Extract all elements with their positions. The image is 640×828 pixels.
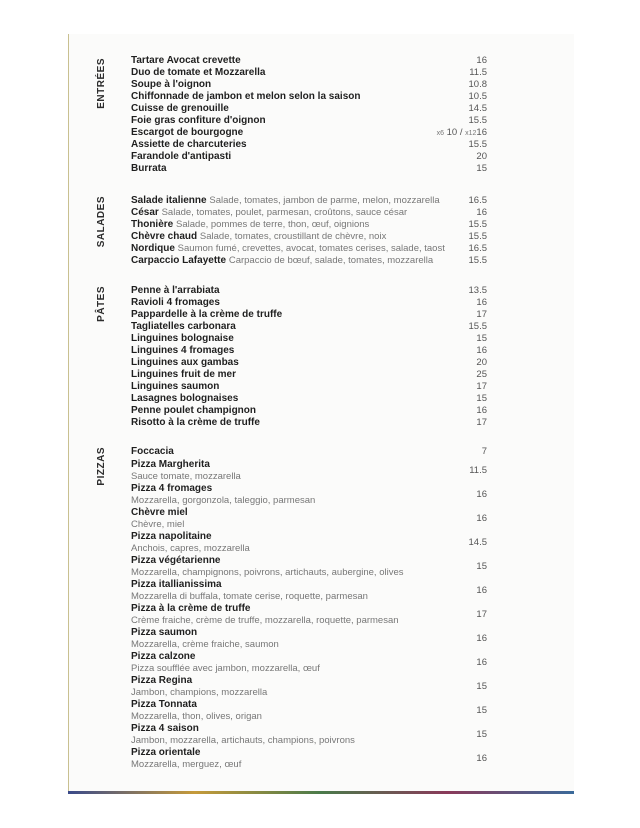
list-item — [131, 651, 487, 675]
list-item — [131, 309, 487, 321]
list-item — [131, 483, 487, 507]
category-salades: SALADES — [96, 196, 107, 248]
item-price: 17 — [476, 381, 487, 392]
list-item — [131, 195, 487, 207]
list-item — [131, 555, 487, 579]
item-price: 16 — [476, 405, 487, 416]
list-item — [131, 127, 487, 139]
item-name: Escargot de bourgogne — [131, 127, 244, 138]
item-name: Cuisse de grenouille — [131, 103, 229, 114]
list-item — [131, 446, 487, 458]
list-item — [131, 285, 487, 297]
list-item — [131, 333, 487, 345]
item-price: 17 — [476, 417, 487, 428]
item-price: 14.5 — [468, 103, 487, 114]
item-name: Foie gras confiture d'oignon — [131, 115, 266, 126]
item-name: Burrata — [131, 163, 167, 174]
list-item — [131, 405, 487, 417]
decorative-border — [68, 791, 574, 794]
list-item — [131, 91, 487, 103]
item-description: Crème fraiche, crème de truffe, mozzarella, roquette, parmesan — [131, 615, 399, 626]
price-small: 10 / — [446, 127, 463, 138]
item-description: Mozzarella, thon, olives, origan — [131, 711, 262, 722]
list-item — [131, 219, 487, 231]
item-price: 16 — [476, 55, 487, 66]
item-name: Farandole d'antipasti — [131, 151, 232, 162]
item-name: Pizza napolitaine — [131, 531, 212, 542]
item-name: Pizza à la crème de truffe — [131, 603, 251, 614]
item-price: 16 — [476, 753, 487, 764]
item-description: Mozzarella, gorgonzola, taleggio, parmesan — [131, 495, 316, 506]
price-large: 16 — [476, 127, 487, 138]
item-name — [131, 255, 433, 267]
list-item — [131, 357, 487, 369]
item-title: Carpaccio Lafayette — [131, 255, 227, 266]
item-price: 16 — [476, 489, 487, 500]
list-item — [131, 531, 487, 555]
item-price: 15 — [476, 705, 487, 716]
list-item — [131, 675, 487, 699]
item-name: Linguines saumon — [131, 381, 220, 392]
item-name: Ravioli 4 fromages — [131, 297, 220, 308]
item-name: Pizza Tonnata — [131, 699, 197, 710]
list-item — [131, 151, 487, 163]
item-name: Linguines aux gambas — [131, 357, 239, 368]
item-price: 10.5 — [468, 91, 487, 102]
list-item — [131, 297, 487, 309]
list-item — [131, 231, 487, 243]
item-name: Pizza orientale — [131, 747, 201, 758]
item-name: Linguines fruit de mer — [131, 369, 237, 380]
item-description: Mozzarella, crème fraiche, saumon — [131, 639, 279, 650]
list-item — [131, 243, 487, 255]
page-edge — [68, 34, 69, 794]
item-price: 17 — [476, 609, 487, 620]
list-item — [131, 699, 487, 723]
item-name: Lasagnes bolognaises — [131, 393, 239, 404]
item-name: Linguines 4 fromages — [131, 345, 235, 356]
list-item — [131, 345, 487, 357]
item-title: Nordique — [131, 243, 175, 254]
item-price: 15 — [476, 729, 487, 740]
item-price: 16 — [476, 297, 487, 308]
list-item — [131, 381, 487, 393]
item-name: Soupe à l'oignon — [131, 79, 212, 90]
item-description: Sauce tomate, mozzarella — [131, 471, 241, 482]
item-name: Pizza Regina — [131, 675, 193, 686]
item-name: Pappardelle à la crème de truffe — [131, 309, 283, 320]
list-item — [131, 321, 487, 333]
list-item — [131, 67, 487, 79]
item-name: Pizza 4 saison — [131, 723, 199, 734]
item-description: Mozzarella di buffala, tomate cerise, roquette, parmesan — [131, 591, 368, 602]
item-title: César — [131, 207, 159, 218]
list-item — [131, 255, 487, 267]
item-description: Salade, tomates, jambon de parme, melon, mozzarella — [209, 195, 440, 206]
item-price: 15.5 — [468, 321, 487, 332]
item-name: Pizza itallianissima — [131, 579, 222, 590]
item-title: Salade italienne — [131, 195, 207, 206]
item-description: Salade, tomates, croustillant de chèvre, noix — [199, 231, 387, 242]
list-item — [131, 723, 487, 747]
item-name: Pizza Margherita — [131, 459, 210, 470]
item-price: 16 — [476, 513, 487, 524]
item-price: 15 — [476, 561, 487, 572]
item-name: Pizza calzone — [131, 651, 196, 662]
item-price: 15.5 — [468, 115, 487, 126]
list-item — [131, 163, 487, 175]
item-price: 14.5 — [468, 537, 487, 548]
list-item — [131, 55, 487, 67]
item-price: 16 — [476, 585, 487, 596]
item-description: Carpaccio de bœuf, salade, tomates, mozzarella — [228, 255, 434, 266]
category-entrees: ENTRÉES — [96, 58, 107, 109]
price-qty-small: x6 — [436, 130, 444, 137]
item-price: 16 — [476, 633, 487, 644]
item-description: Saumon fumé, crevettes, avocat, tomates cerises, salade, taost — [177, 243, 445, 254]
item-description: Mozzarella, champignons, poivrons, artichauts, aubergine, olives — [131, 567, 404, 578]
item-name: Pizza saumon — [131, 627, 198, 638]
item-price: 25 — [476, 369, 487, 380]
item-description: Jambon, mozzarella, artichauts, champions, poivrons — [131, 735, 355, 746]
list-item — [131, 579, 487, 603]
item-name: Chèvre miel — [131, 507, 188, 518]
item-description: Anchois, capres, mozzarella — [131, 543, 250, 554]
item-price: 16.5 — [468, 195, 487, 206]
item-name — [131, 195, 440, 207]
category-pizzas: PIZZAS — [96, 447, 107, 486]
item-name — [131, 207, 407, 219]
list-item — [131, 459, 487, 483]
list-item — [131, 747, 487, 771]
item-description: Jambon, champions, mozzarella — [131, 687, 268, 698]
list-item — [131, 115, 487, 127]
item-price: 17 — [476, 309, 487, 320]
item-price: 16.5 — [468, 243, 487, 254]
item-name: Penne poulet champignon — [131, 405, 257, 416]
item-description: Pizza soufflée avec jambon, mozzarella, œuf — [131, 663, 320, 674]
item-name: Risotto à la crème de truffe — [131, 417, 260, 428]
item-price: 15.5 — [468, 255, 487, 266]
item-price: 20 — [476, 151, 487, 162]
item-description: Mozzarella, merguez, œuf — [131, 759, 242, 770]
category-pates: PÂTES — [96, 286, 107, 322]
item-price: 7 — [481, 446, 487, 457]
item-name: Tagliatelles carbonara — [131, 321, 236, 332]
salades-section — [131, 195, 487, 267]
item-name: Penne à l'arrabiata — [131, 285, 220, 296]
list-item — [131, 79, 487, 91]
item-price: 15 — [476, 393, 487, 404]
pates-section — [131, 285, 487, 429]
list-item — [131, 603, 487, 627]
list-item — [131, 507, 487, 531]
item-price: 15 — [476, 163, 487, 174]
item-price: 16 — [476, 345, 487, 356]
item-price: 15 — [476, 681, 487, 692]
item-price: 15.5 — [468, 231, 487, 242]
list-item — [131, 627, 487, 651]
item-price: 15.5 — [468, 139, 487, 150]
item-price: 13.5 — [468, 285, 487, 296]
item-description: Chèvre, miel — [131, 519, 185, 530]
item-price: 15.5 — [468, 219, 487, 230]
item-price: 11.5 — [469, 67, 487, 78]
price-qty-large: x12 — [465, 130, 477, 137]
item-title: Thonière — [131, 219, 174, 230]
list-item — [131, 369, 487, 381]
item-description: Salade, pommes de terre, thon, œuf, oignions — [176, 219, 370, 230]
pizzas-section — [131, 446, 487, 771]
item-price: 16 — [476, 207, 487, 218]
item-price: 15 — [476, 333, 487, 344]
item-price: 16 — [476, 657, 487, 668]
item-name: Linguines bolognaise — [131, 333, 234, 344]
item-name — [131, 231, 386, 243]
item-name: Tartare Avocat crevette — [131, 55, 241, 66]
item-title: Chèvre chaud — [131, 231, 198, 242]
item-name: Pizza 4 fromages — [131, 483, 213, 494]
list-item — [131, 417, 487, 429]
item-price: 20 — [476, 357, 487, 368]
entrees-section — [131, 55, 487, 175]
item-name: Foccacia — [131, 446, 174, 457]
item-name: Assiette de charcuteries — [131, 139, 247, 150]
list-item — [131, 103, 487, 115]
item-name — [131, 243, 445, 255]
list-item — [131, 139, 487, 151]
item-price: 10.8 — [468, 79, 487, 90]
item-description: Salade, tomates, poulet, parmesan, croûtons, sauce césar — [161, 207, 408, 218]
item-price: 11.5 — [469, 465, 487, 476]
item-name: Duo de tomate et Mozzarella — [131, 67, 266, 78]
list-item — [131, 207, 487, 219]
item-name: Chiffonnade de jambon et melon selon la saison — [131, 91, 361, 102]
list-item — [131, 393, 487, 405]
item-name — [131, 219, 369, 231]
item-name: Pizza végétarienne — [131, 555, 221, 566]
